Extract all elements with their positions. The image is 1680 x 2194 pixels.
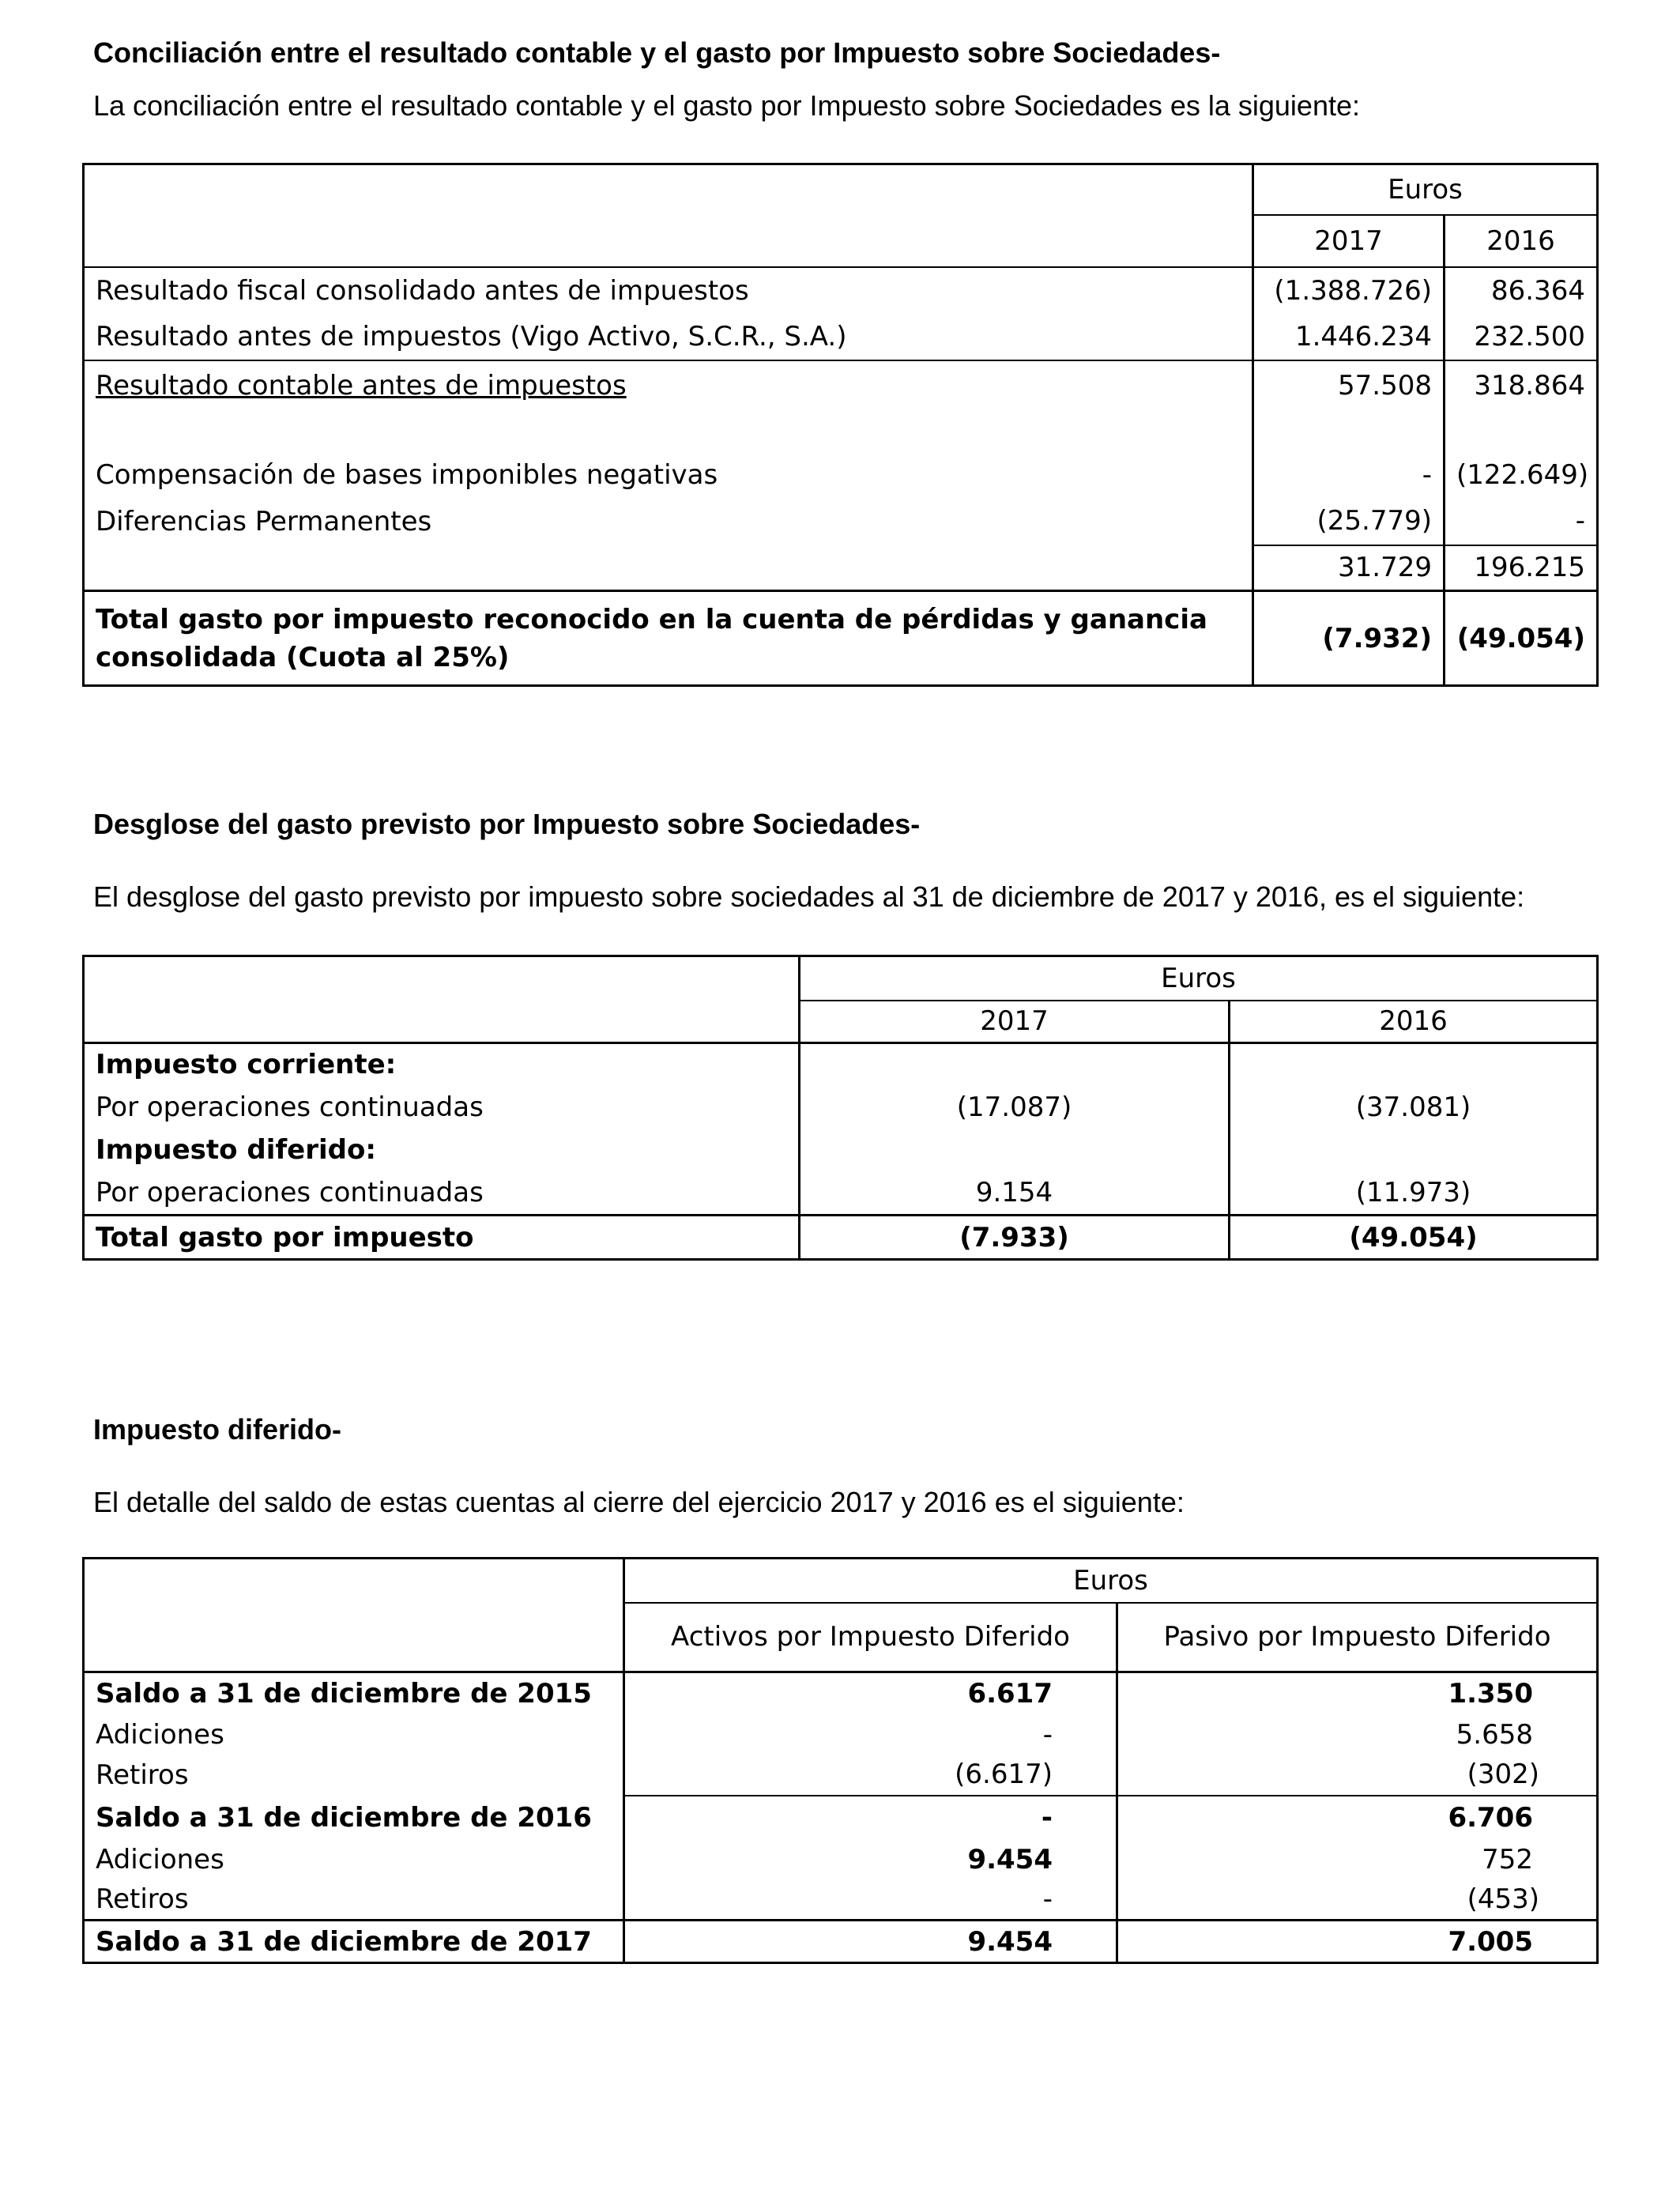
table-row: Adiciones - 5.658 bbox=[84, 1715, 1598, 1755]
col-header-2016: 2016 bbox=[1379, 1005, 1448, 1038]
table-row-total: Saldo a 31 de diciembre de 2017 9.454 7.005 bbox=[84, 1921, 1598, 1963]
table-row: Resultado contable antes de impuestos 57.508 318.864 bbox=[84, 360, 1598, 411]
impuesto-diferido-table bbox=[82, 1557, 1599, 1964]
table-row: Saldo a 31 de diciembre de 2016 - 6.706 bbox=[84, 1796, 1598, 1840]
header-blank bbox=[84, 956, 800, 1043]
table-row: Resultado antes de impuestos (Vigo Activo, S.C.R., S.A.) 1.446.234 232.500 bbox=[84, 315, 1598, 360]
col-header-2017: 2017 bbox=[1253, 215, 1445, 267]
table-row: Impuesto diferido: bbox=[84, 1129, 1598, 1171]
table-row: Resultado fiscal consolidado antes de impuestos (1.388.726) 86.364 bbox=[84, 267, 1598, 315]
table-row-spacer bbox=[84, 411, 1598, 452]
table-row: Diferencias Permanentes (25.779) - bbox=[84, 498, 1598, 545]
section-heading: Desglose del gasto previsto por Impuesto sobre Sociedades- bbox=[93, 808, 921, 840]
group-header: Euros bbox=[1253, 164, 1598, 215]
col-header-activos: Activos por Impuesto Diferido bbox=[624, 1603, 1117, 1672]
header-blank bbox=[84, 164, 1253, 267]
conciliacion-table bbox=[82, 163, 1599, 687]
col-header-2016: 2016 bbox=[1486, 224, 1555, 257]
table-row: Retiros - (453) bbox=[84, 1879, 1598, 1921]
section-intro: La conciliación entre el resultado contable y el gasto por Impuesto sobre Sociedades es la siguiente: bbox=[93, 89, 1360, 122]
table-row: Impuesto corriente: bbox=[84, 1043, 1598, 1086]
section-intro: El desglose del gasto previsto por impuesto sobre sociedades al 31 de diciembre de 2017 y 2016, es el siguiente: bbox=[93, 880, 1525, 913]
table-row: Por operaciones continuadas 9.154 (11.973) bbox=[84, 1171, 1598, 1216]
col-header-2017: 2017 bbox=[800, 1001, 1230, 1043]
table-row: Por operaciones continuadas (17.087) (37.081) bbox=[84, 1086, 1598, 1129]
section-heading: Impuesto diferido- bbox=[93, 1413, 341, 1446]
table-row: Compensación de bases imponibles negativas - (122.649) bbox=[84, 452, 1598, 498]
group-header: Euros bbox=[800, 956, 1598, 1001]
desglose-table bbox=[82, 955, 1599, 1261]
table-row-total: Total gasto por impuesto reconocido en la cuenta de pérdidas y ganancia consolidada (Cuota al 25%) (7.932) (49.054) bbox=[84, 591, 1598, 686]
table-row: Retiros (6.617) (302) bbox=[84, 1755, 1598, 1796]
table-row: Adiciones 9.454 752 bbox=[84, 1840, 1598, 1879]
group-header: Euros bbox=[624, 1559, 1598, 1603]
table-row: Saldo a 31 de diciembre de 2015 6.617 1.350 bbox=[84, 1672, 1598, 1715]
table-row-total: Total gasto por impuesto (7.933) (49.054) bbox=[84, 1216, 1598, 1260]
table-row-subtotal: 31.729 196.215 bbox=[84, 545, 1598, 591]
section-intro: El detalle del saldo de estas cuentas al cierre del ejercicio 2017 y 2016 es el siguiente: bbox=[93, 1486, 1185, 1518]
section-heading: Conciliación entre el resultado contable y el gasto por Impuesto sobre Sociedades- bbox=[93, 36, 1221, 69]
col-header-pasivo: Pasivo por Impuesto Diferido bbox=[1163, 1621, 1551, 1653]
header-blank bbox=[84, 1559, 624, 1672]
